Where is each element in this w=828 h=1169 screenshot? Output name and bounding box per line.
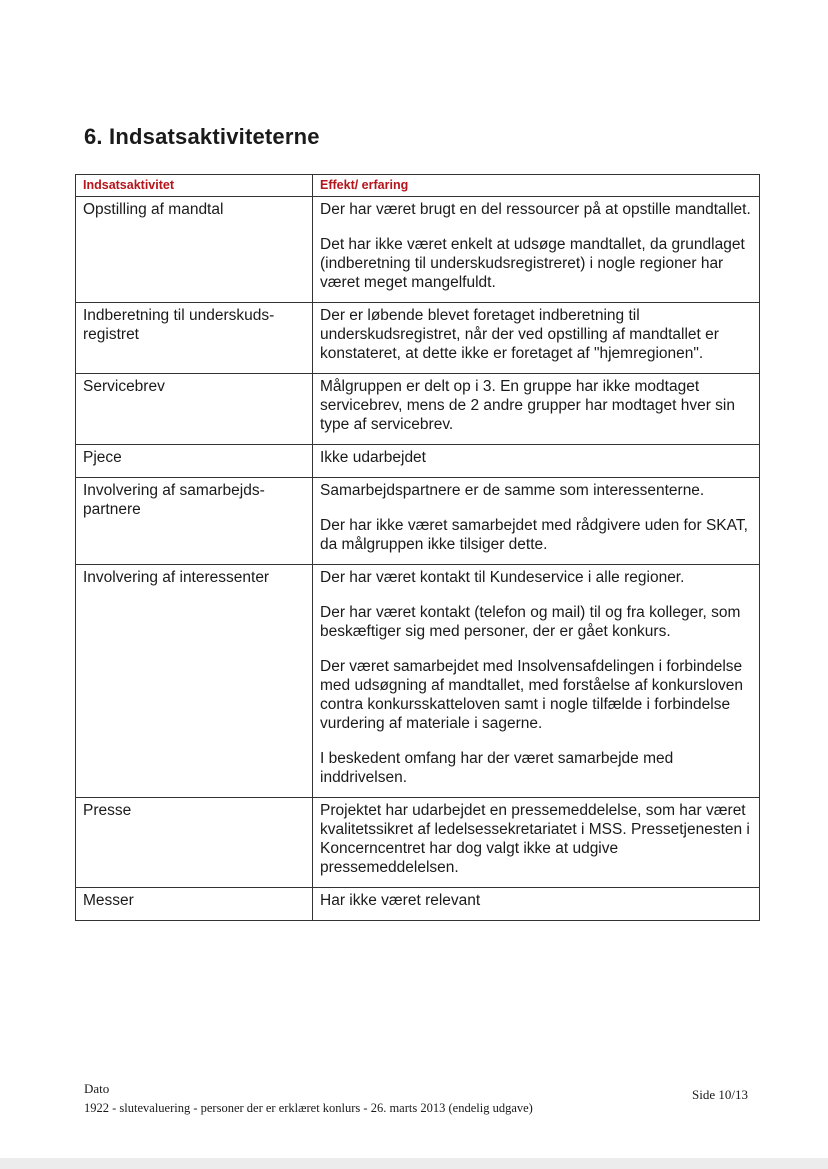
effect-paragraph: Der været samarbejdet med Insolvensafdelingen i forbindelse med udsøgning af mandtallet, med forståelse af konkursloven contra konkursskatteloven samt i nogle tilfælde i forbindelse vurdering af materiale i sagerne. (320, 658, 744, 732)
table-row (76, 374, 760, 445)
column-header-activity: Indsatsaktivitet (76, 175, 313, 197)
table-row (76, 197, 760, 303)
effect-cell (313, 478, 760, 565)
page-title: 6. Indsatsaktiviteterne (84, 124, 320, 149)
column-header-effect: Effekt/ erfaring (313, 175, 760, 197)
activity-cell: Messer (76, 888, 313, 921)
activity-cell: Indberetning til underskuds-registret (76, 303, 313, 374)
table-row (76, 565, 760, 798)
activity-cell: Involvering af interessenter (76, 565, 313, 798)
effect-paragraph: Der har været kontakt (telefon og mail) til og fra kolleger, som beskæftiger sig med personer, der er gået konkurs. (320, 604, 741, 640)
table-row (76, 798, 760, 888)
footer-page-number: Side 10/13 (692, 1087, 748, 1102)
effect-paragraph: Projektet har udarbejdet en pressemeddelelse, som har været kvalitetssikret af ledelsessekretariatet i MSS. Pressetjenesten i Koncerncentret har dog valgt ikke at udgive pressemeddelelsen. (320, 802, 750, 876)
effect-cell (313, 798, 760, 888)
effect-cell (313, 565, 760, 798)
effect-paragraph: Ikke udarbejdet (320, 449, 426, 466)
effect-cell (313, 374, 760, 445)
effect-cell (313, 303, 760, 374)
table-row (76, 303, 760, 374)
activity-cell: Pjece (76, 445, 313, 478)
effect-cell (313, 197, 760, 303)
effect-cell (313, 888, 760, 921)
activity-cell: Presse (76, 798, 313, 888)
table-row (76, 888, 760, 921)
effect-paragraph: Samarbejdspartnere er de samme som interessenterne. (320, 482, 705, 499)
activity-cell: Opstilling af mandtal (76, 197, 313, 303)
effect-paragraph: Målgruppen er delt op i 3. En gruppe har ikke modtaget servicebrev, mens de 2 andre grupper har modtaget hver sin type af servicebrev. (320, 378, 735, 433)
scan-edge-shade (0, 1158, 828, 1169)
effect-paragraph: I beskedent omfang har der været samarbejde med inddrivelsen. (320, 750, 674, 786)
table-header-row (76, 175, 760, 197)
table-row (76, 445, 760, 478)
activities-table (75, 174, 760, 921)
effect-paragraph: Der har været kontakt til Kundeservice i alle regioner. (320, 569, 685, 586)
effect-paragraph: Der er løbende blevet foretaget indberetning til underskudsregistret, når der ved opstilling af mandtallet er konstateret, at dette ikke er foretaget af "hjemregionen". (320, 307, 719, 362)
activity-cell: Servicebrev (76, 374, 313, 445)
effect-paragraph: Har ikke været relevant (320, 892, 481, 909)
effect-paragraph: Det har ikke været enkelt at udsøge mandtallet, da grundlaget (indberetning til underskudsregistreret) i nogle regioner har været meget mangelfuldt. (320, 236, 745, 291)
table-row (76, 478, 760, 565)
effect-paragraph: Der har ikke været samarbejdet med rådgivere uden for SKAT, da målgruppen ikke tilsiger dette. (320, 517, 748, 553)
activity-cell: Involvering af samarbejds-partnere (76, 478, 313, 565)
effect-cell (313, 445, 760, 478)
footer-document-title: 1922 - slutevaluering - personer der er erklæret konlurs - 26. marts 2013 (endelig udgave) (84, 1101, 533, 1115)
footer-date-label: Dato (84, 1081, 110, 1096)
effect-paragraph: Der har været brugt en del ressourcer på at opstille mandtallet. (320, 201, 751, 218)
